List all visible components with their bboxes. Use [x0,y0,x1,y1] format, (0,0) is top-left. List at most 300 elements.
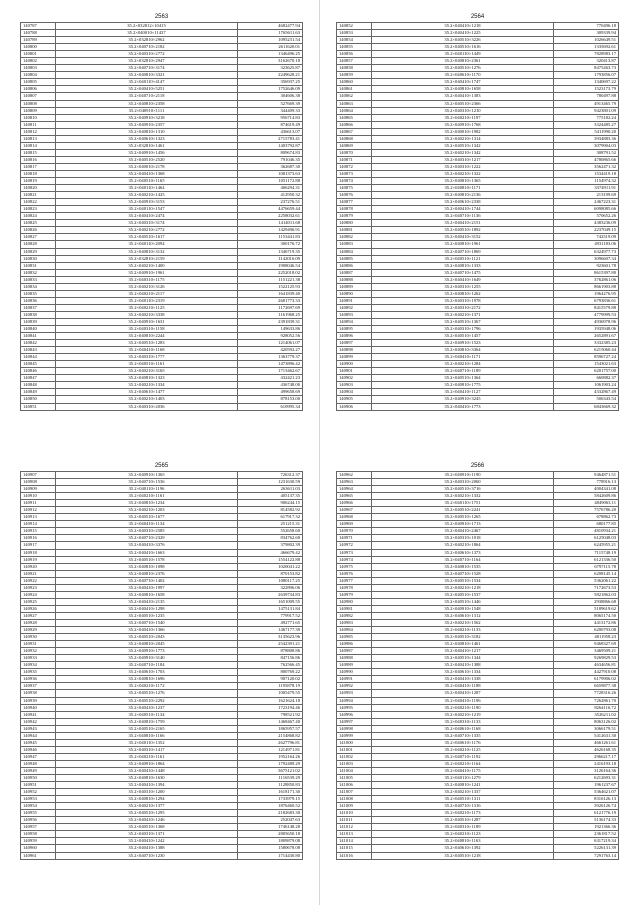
table-row [21,248,303,255]
record-id-cell: 140862 [337,93,372,100]
table-row [337,803,619,810]
reference-code-cell: 35.2×040210×1371 [372,311,554,318]
record-id-cell: 140923 [21,584,56,591]
amount-cell: 149633.86 [238,326,303,333]
amount-cell: 6843669.32 [554,403,619,410]
amount-cell: 436748.00 [238,382,303,389]
record-id-cell: 140822 [21,199,56,206]
table-row [21,486,303,493]
amount-cell: 1809879.08 [238,838,303,845]
amount-cell: 356937.25 [238,79,303,86]
amount-cell: 1095231.54 [238,37,303,44]
amount-cell: 1051172.88 [238,178,303,185]
reference-code-cell: 35.2×040110×1196 [56,486,238,493]
table-row [337,542,619,549]
amount-cell: 3675121.02 [238,767,303,774]
amount-cell: 834762.60 [238,535,303,542]
reference-code-cell: 35.2×040610×1176 [372,739,554,746]
reference-code-cell: 35.2×040810×1961 [372,241,554,248]
reference-code-cell: 35.2×040910×1365 [56,472,238,479]
record-id-cell: 140940 [21,704,56,711]
record-id-cell: 140844 [21,354,56,361]
amount-cell: 1080117.25 [238,577,303,584]
table-row [21,340,303,347]
amount-cell: 4810934.21 [554,528,619,535]
reference-code-cell: 35.2×040210×1562 [372,619,554,626]
table-row [21,739,303,746]
table-row [21,333,303,340]
amount-cell: 610995.34 [238,403,303,410]
table-row [21,493,303,500]
table-row [337,248,619,255]
table-row [337,149,619,156]
amount-cell: 2154868.82 [238,732,303,739]
table-row [337,514,619,521]
reference-code-cell: 35.2×040110×4147 [56,79,238,86]
record-id-cell: 140867 [337,128,372,135]
amount-cell: 1961237.67 [554,782,619,789]
table-row [21,79,303,86]
table-row [21,185,303,192]
amount-cell: 4913465.79 [554,100,619,107]
table-row [337,753,619,760]
table-row [21,605,303,612]
amount-cell: 2681773.33 [238,297,303,304]
reference-code-cell: 35.2×040510×2520 [56,156,238,163]
reference-code-cell: 35.2×040810×1658 [56,591,238,598]
record-id-cell: 140952 [21,789,56,796]
record-id-cell: 140926 [21,605,56,612]
reference-code-cell: 35.2×040610×1373 [372,549,554,556]
reference-code-cell: 35.2×040810×1294 [56,796,238,803]
record-id-cell: 140889 [337,283,372,290]
record-id-cell: 140919 [21,556,56,563]
record-id-cell: 140830 [21,255,56,262]
table-row [21,227,303,234]
page-gutter [319,0,320,905]
amount-cell: 1081373.63 [238,170,303,177]
amount-cell: 779917.52 [238,612,303,619]
reference-code-cell: 35.2×040410×1394 [56,782,238,789]
amount-cell: 3562471.32 [554,163,619,170]
amount-cell: 1752646.09 [238,86,303,93]
table-row [337,591,619,598]
table-row [337,767,619,774]
reference-code-cell: 35.2×040810×1775 [372,382,554,389]
record-id-cell: 140801 [21,51,56,58]
reference-code-cell: 35.2×040510×1283 [56,340,238,347]
amount-cell: 1026649.51 [554,37,619,44]
reference-code-cell: 35.2×040810×1234 [56,500,238,507]
reference-code-cell: 35.2×040210×1322 [372,170,554,177]
table-row [337,241,619,248]
page-2566 [336,461,619,860]
reference-code-cell: 35.2×040510×1616 [372,44,554,51]
record-id-cell: 140981 [337,605,372,612]
table-row [21,72,303,79]
reference-code-cell: 35.2×040210×1425 [56,192,238,199]
amount-cell: 742519.09 [554,234,619,241]
reference-code-cell: 35.2×040410×1448 [56,767,238,774]
amount-cell: 680177.85 [554,521,619,528]
record-id-cell: 140821 [21,192,56,199]
amount-cell: 1061903.24 [554,382,619,389]
reference-code-cell: 35.2×040810×2376 [56,570,238,577]
table-row [337,100,619,107]
amount-cell: 3526211.02 [554,711,619,718]
record-id-cell: 140903 [337,382,372,389]
record-id-cell: 140992 [337,683,372,690]
reference-code-cell: 35.2×040510×1265 [372,514,554,521]
table-row [21,584,303,591]
table-row [21,662,303,669]
amount-cell: 1429496.91 [238,227,303,234]
amount-cell: 1554122.88 [238,556,303,563]
record-id-cell: 140823 [21,206,56,213]
amount-cell: 8264116.72 [554,704,619,711]
record-id-cell: 140837 [21,304,56,311]
table-row [21,276,303,283]
amount-cell: 420592.27 [238,347,303,354]
table-row [21,192,303,199]
table-row [21,732,303,739]
amount-cell: 1403792.87 [238,142,303,149]
table-row [337,528,619,535]
reference-code-cell: 35.2×040510×1368 [56,824,238,831]
table-row [337,269,619,276]
table-row [337,817,619,824]
amount-cell: 660882.37 [554,375,619,382]
amount-cell: 3096607.34 [554,255,619,262]
table-row [21,535,303,542]
table-row [337,234,619,241]
table-row [21,368,303,375]
table-row [337,65,619,72]
reference-code-cell: 35.2×040310×1018 [372,535,554,542]
reference-code-cell: 35.2×040510×1342 [372,142,554,149]
reference-code-cell: 35.2×040310×1978 [372,297,554,304]
amount-cell: 1473896.42 [238,361,303,368]
amount-cell: 1793856.07 [554,72,619,79]
table-row [337,262,619,269]
reference-code-cell: 35.2×040010×11437 [56,30,238,37]
reference-code-cell: 35.2×040610×1170 [372,72,554,79]
record-id-cell: 140977 [337,577,372,584]
record-id-cell: 141013 [337,831,372,838]
record-id-cell: 140902 [337,375,372,382]
record-id-cell: 140800 [21,44,56,51]
table-row [21,241,303,248]
table-row [337,403,619,410]
table-row [337,255,619,262]
table-row [21,753,303,760]
reference-code-cell: 35.2×040410×1225 [372,30,554,37]
record-id-cell: 140921 [21,570,56,577]
amount-cell: 5364621.07 [554,789,619,796]
table-row [337,185,619,192]
table-row [337,683,619,690]
table-row [337,662,619,669]
record-id-cell: 140863 [337,100,372,107]
reference-code-cell: 35.2×040510×2043 [56,634,238,641]
table-row [21,767,303,774]
record-id-cell: 140787 [21,23,56,30]
record-id-cell: 140957 [21,824,56,831]
reference-code-cell: 35.2×040310×1189 [372,824,554,831]
reference-code-cell: 35.2×040910×3218 [56,114,238,121]
reference-code-cell: 35.2×040410×5251 [56,86,238,93]
record-id-cell: 140964 [337,486,372,493]
table-row [21,262,303,269]
amount-cell: 2252018.02 [238,269,303,276]
reference-code-cell: 35.2×040410×3152 [372,234,554,241]
amount-cell: 344409.33 [238,107,303,114]
amount-cell: 1020041.22 [238,563,303,570]
amount-cell: 4780865.66 [554,156,619,163]
table-row [337,107,619,114]
amount-cell: 4661261.61 [554,739,619,746]
table-row [337,178,619,185]
reference-code-cell: 35.2×040110×1352 [56,739,238,746]
amount-cell: 8475263.73 [554,65,619,72]
record-id-cell: 140932 [21,648,56,655]
table-row [21,283,303,290]
amount-cell: 775182.24 [554,114,619,121]
amount-cell: 2966217.17 [554,753,619,760]
amount-cell: 1346719.35 [238,248,303,255]
amount-cell: 8065174.50 [554,612,619,619]
record-id-cell: 140969 [337,521,372,528]
amount-cell: 412950.32 [238,192,303,199]
amount-cell: 6245955.21 [554,542,619,549]
amount-cell: 1580678.08 [238,845,303,852]
table-row [337,290,619,297]
table-row [21,782,303,789]
reference-code-cell: 35.2×040910×1190 [372,472,554,479]
record-id-cell: 140826 [21,227,56,234]
reference-code-cell: 35.2×040210×1218 [372,584,554,591]
reference-code-cell: 35.2×040810×3132 [56,248,238,255]
record-id-cell: 140818 [21,170,56,177]
record-id-cell: 140979 [337,591,372,598]
record-id-cell: 140846 [21,368,56,375]
reference-code-cell: 35.2×040310×2172 [372,304,554,311]
reference-code-cell: 35.2×040210×1342 [372,149,554,156]
record-id-cell: 140860 [337,79,372,86]
record-id-cell: 140829 [21,248,56,255]
amount-cell: 3162670.18 [238,58,303,65]
table-row [337,711,619,718]
amount-cell: 1908046.54 [238,262,303,269]
amount-cell: 6200793.08 [554,627,619,634]
record-id-cell: 140897 [337,340,372,347]
reference-code-cell: 35.2×040310×1210 [372,107,554,114]
reference-code-cell: 35.2×040710×1869 [372,248,554,255]
reference-code-cell: 35.2×040910×3140 [56,655,238,662]
table-row [21,156,303,163]
table-row [337,612,619,619]
amount-cell: 6125048.03 [554,535,619,542]
record-id-cell: 140931 [21,641,56,648]
reference-code-cell: 35.2×040810×1098 [56,563,238,570]
amount-cell: 466679.42 [238,549,303,556]
amount-cell: 3762861.06 [554,276,619,283]
reference-code-cell: 35.2×040810×2045 [56,641,238,648]
table-row [21,591,303,598]
table-row [21,58,303,65]
table-row [337,361,619,368]
amount-cell: 1935948.06 [554,326,619,333]
record-id-cell: 140924 [21,591,56,598]
reference-code-cell: 35.2×040910×3245 [372,396,554,403]
reference-code-cell: 35.2×040210×3165 [56,368,238,375]
record-id-cell: 140908 [21,479,56,486]
reference-code-cell: 35.2×040410×2467 [372,528,554,535]
reference-code-cell: 35.2×040210×2117 [56,290,238,297]
reference-code-cell: 35.2×040910×1548 [372,605,554,612]
table-row [337,479,619,486]
record-id-cell: 140945 [21,739,56,746]
record-id-cell: 140854 [337,37,372,44]
reference-code-cell: 35.2×040410×1246 [56,817,238,824]
record-id-cell: 140811 [21,121,56,128]
reference-code-cell: 35.2×040910×1713 [372,521,554,528]
record-id-cell: 140817 [21,163,56,170]
amount-cell: 1340697.22 [554,79,619,86]
amount-cell: 1128850.83 [238,782,303,789]
reference-code-cell: 35.2×040810×1166 [56,732,238,739]
table-row [21,403,303,410]
amount-cell: 6797115.78 [554,563,619,570]
table-row [21,711,303,718]
reference-code-cell: 35.2×040810×2244 [56,333,238,340]
record-id-cell: 140886 [337,262,372,269]
table-row [337,605,619,612]
amount-cell: 436613.07 [238,128,303,135]
reference-code-cell: 35.2×040710×1189 [372,368,554,375]
record-id-cell: 140874 [337,178,372,185]
record-id-cell: 140872 [337,163,372,170]
table-row [337,326,619,333]
amount-cell: 308791.52 [554,149,619,156]
table-row [21,619,303,626]
table-row [337,156,619,163]
record-id-cell: 140869 [337,142,372,149]
record-id-cell: 140813 [21,135,56,142]
record-id-cell: 140836 [21,297,56,304]
record-id-cell: 140978 [337,584,372,591]
amount-cell: 809674.83 [238,149,303,156]
record-id-cell: 140859 [337,72,372,79]
reference-code-cell: 35.2×040510×1457 [372,333,554,340]
reference-code-cell: 35.2×040310×1175 [56,276,238,283]
table-row [337,58,619,65]
record-id-cell: 140975 [337,563,372,570]
table-row [21,831,303,838]
table-row [21,396,303,403]
record-id-cell: 140970 [337,528,372,535]
amount-cell: 1746148.28 [238,824,303,831]
table-row [21,528,303,535]
table-row [21,86,303,93]
record-id-cell: 140915 [21,528,56,535]
reference-code-cell: 35.2×040610×1703 [56,669,238,676]
reference-code-cell: 35.2×040810×1535 [372,563,554,570]
record-id-cell: 140855 [337,44,372,51]
amount-cell: 432421.23 [238,375,303,382]
data-table [20,471,303,860]
record-id-cell: 140909 [21,486,56,493]
record-id-cell: 140891 [337,297,372,304]
data-table [20,22,303,411]
record-id-cell: 140827 [21,234,56,241]
table-row [21,93,303,100]
reference-code-cell: 35.2×040610×1392 [372,845,554,852]
table-row [21,479,303,486]
table-row [21,100,303,107]
table-row [21,290,303,297]
record-id-cell: 140959 [21,838,56,845]
table-row [337,655,619,662]
record-id-cell: 140984 [337,627,372,634]
table-row [21,135,303,142]
record-id-cell: 140893 [337,311,372,318]
record-id-cell: 140870 [337,149,372,156]
record-id-cell: 140999 [337,732,372,739]
reference-code-cell: 35.2×040410×1287 [372,690,554,697]
reference-code-cell: 35.2×040610×1323 [56,135,238,142]
table-row [21,472,303,479]
record-id-cell: 140942 [21,718,56,725]
record-id-cell: 140832 [21,269,56,276]
record-id-cell: 140839 [21,318,56,325]
record-id-cell: 140852 [337,23,372,30]
record-id-cell: 140803 [21,65,56,72]
record-id-cell: 140949 [21,767,56,774]
table-row [337,732,619,739]
reference-code-cell: 35.2×040510×1534 [372,577,554,584]
record-id-cell: 140788 [21,30,56,37]
table-row [21,845,303,852]
record-id-cell: 140828 [21,241,56,248]
reference-code-cell: 35.2×040410×2135 [56,598,238,605]
record-id-cell: 140913 [21,514,56,521]
reference-code-cell: 35.2×040510×1344 [372,655,554,662]
record-id-cell: 140971 [337,535,372,542]
table-row [21,389,303,396]
table-row [21,725,303,732]
amount-cell: 263611.03 [238,486,303,493]
page-2563 [20,12,303,411]
table-row [21,542,303,549]
reference-code-cell: 35.2×040310×1133 [372,718,554,725]
table-row [337,227,619,234]
reference-code-cell: 35.2×032810×1461 [56,142,238,149]
reference-code-cell: 35.2×040410×1368 [56,170,238,177]
record-id-cell: 140820 [21,185,56,192]
record-id-cell: 140958 [21,831,56,838]
table-row [21,297,303,304]
reference-code-cell: 35.2×040310×2060 [372,479,554,486]
table-row [337,718,619,725]
record-id-cell: 140929 [21,627,56,634]
reference-code-cell: 35.2×040210×1133 [372,627,554,634]
amount-cell: 1543021.63 [554,361,619,368]
table-row [21,690,303,697]
reference-code-cell: 35.2×040110×1449 [372,51,554,58]
record-id-cell: 140895 [337,326,372,333]
record-id-cell: 140950 [21,775,56,782]
